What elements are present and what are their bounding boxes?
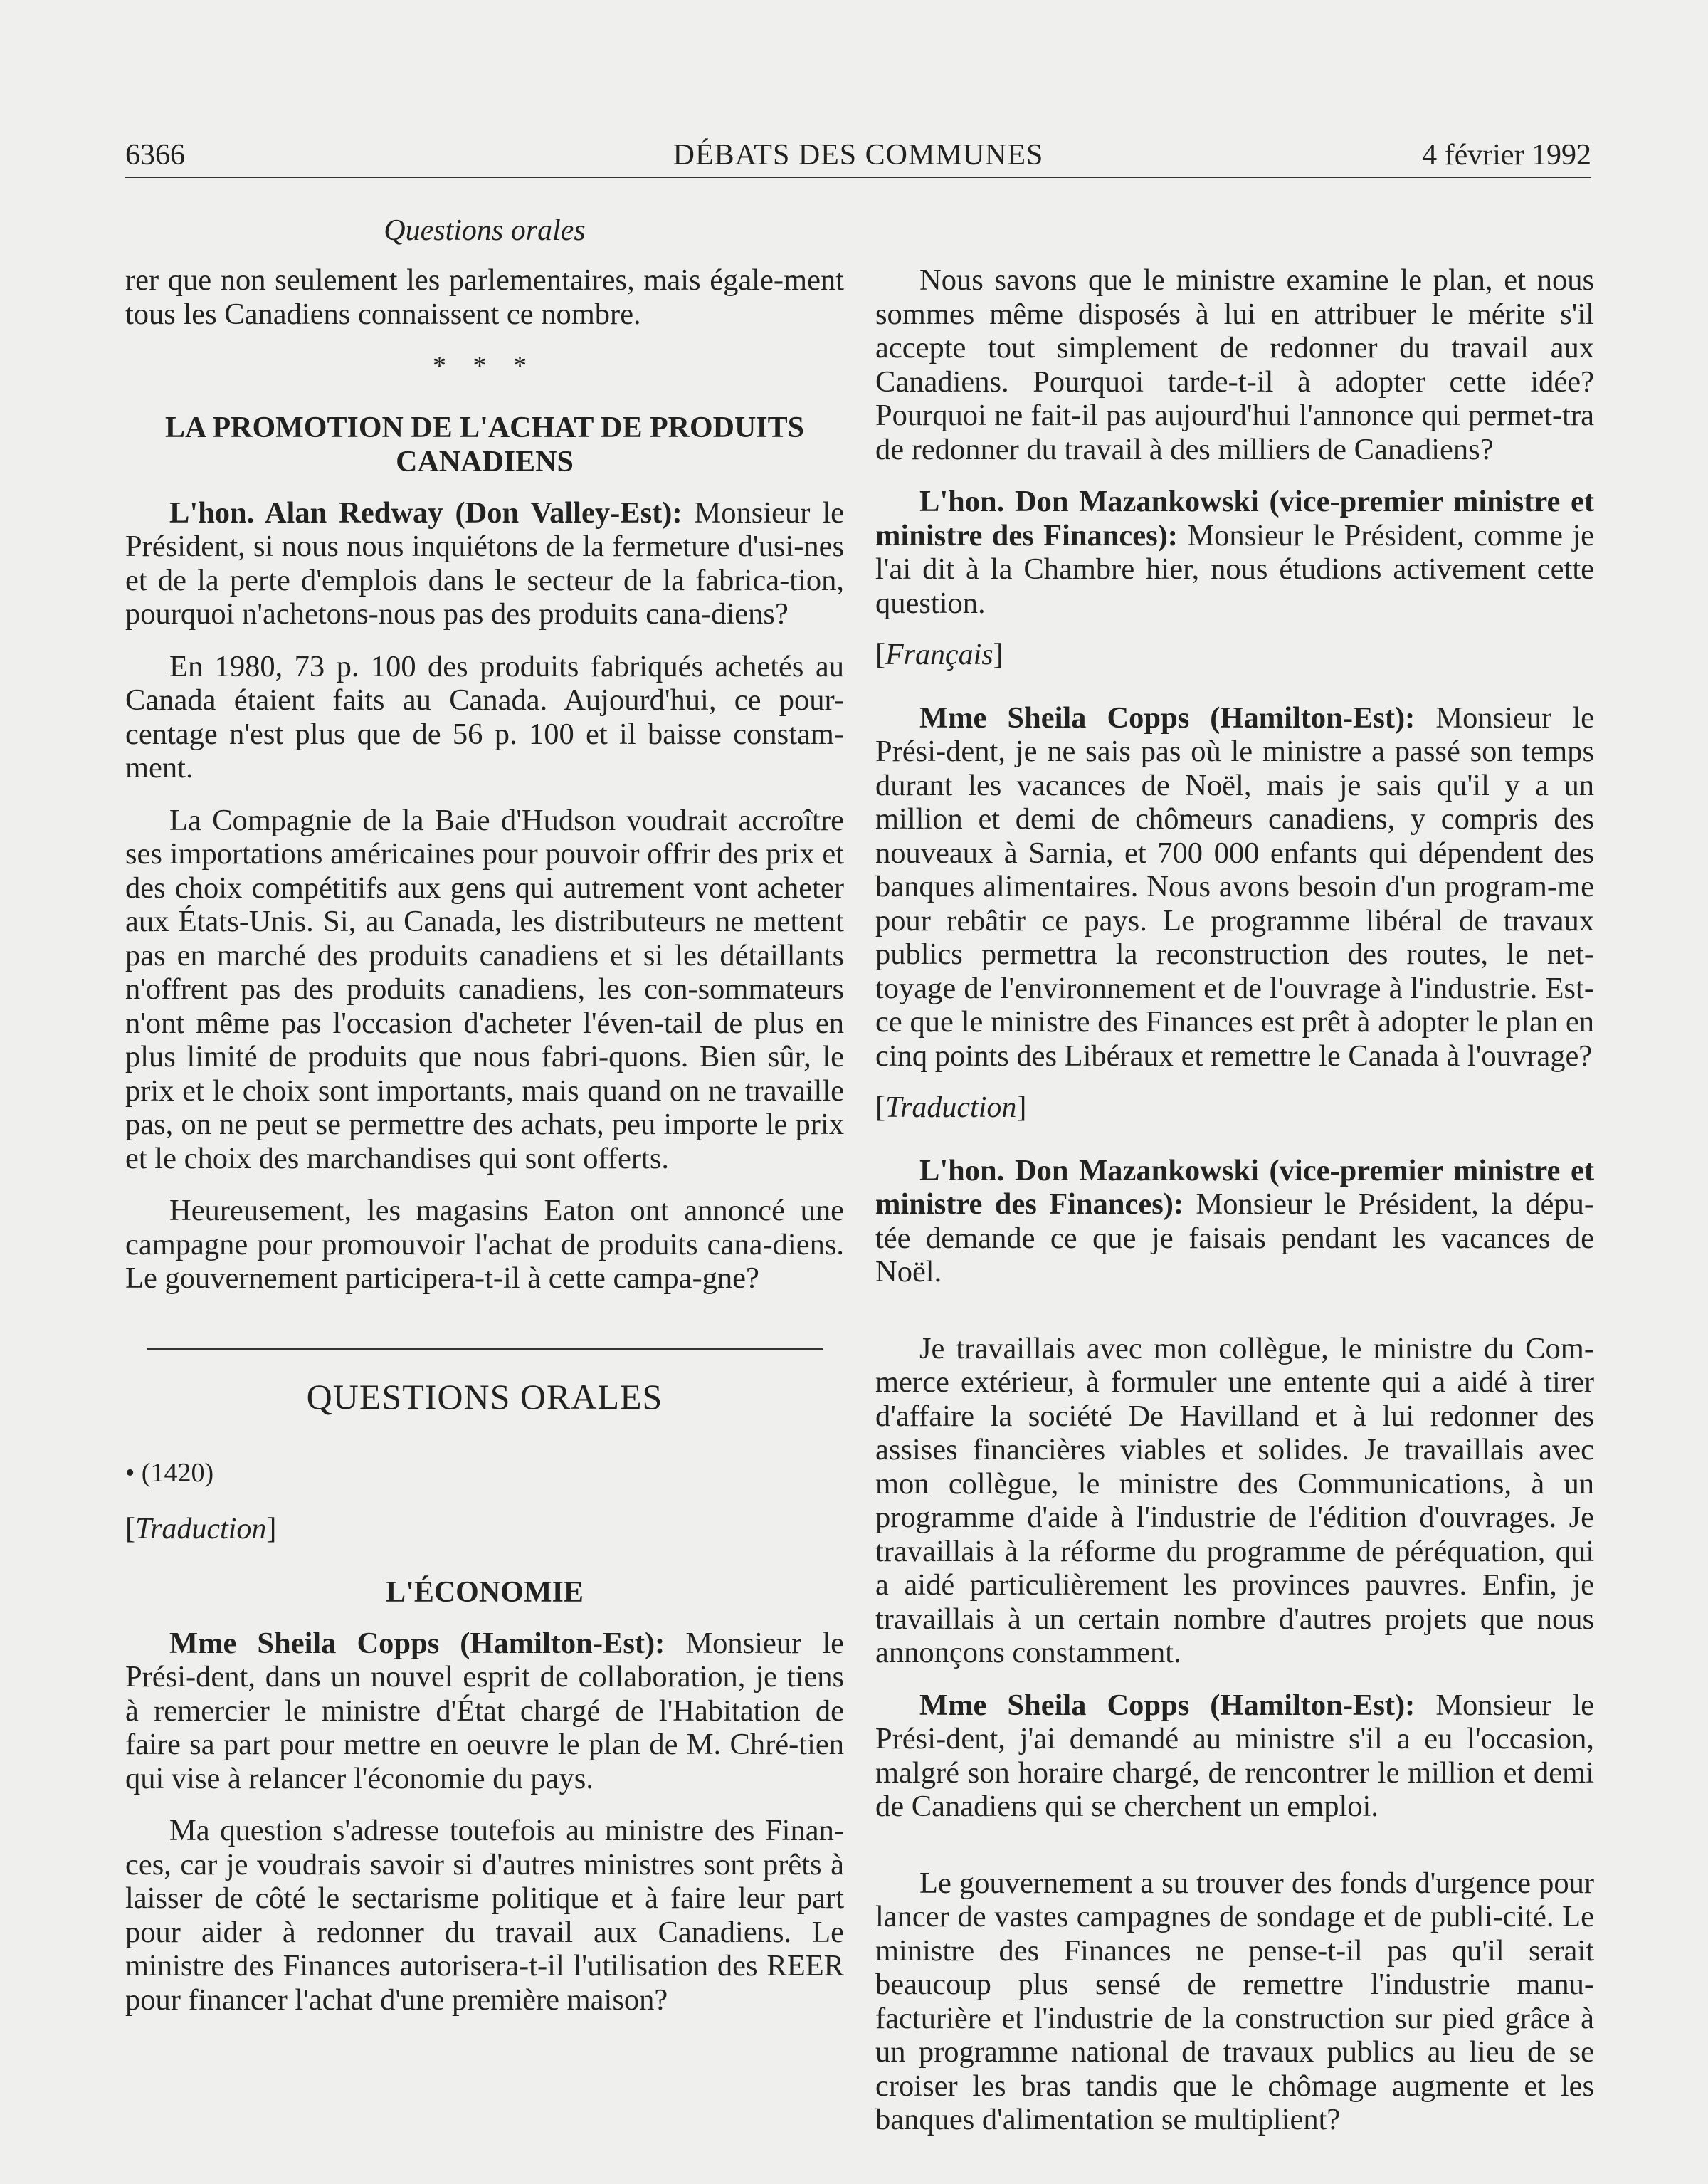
section-divider <box>147 1348 823 1350</box>
paragraph-copps-3 <box>875 1689 1594 1824</box>
paragraph-eaton: Heureusement, les magasins Eaton ont annoncé une campagne pour promouvoir l'achat de produits cana-diens. Le gouvernement participera-t-il à cette campa-gne? <box>125 1194 844 1295</box>
maz1-text: Monsieur le Président, comme je l'ai dit à la Chambre hier, nous étudions activement cette question. <box>875 518 1594 620</box>
translation-tag <box>125 1513 844 1547</box>
tag-open: [ <box>875 639 885 671</box>
spacer <box>875 1308 1594 1332</box>
left-column <box>125 263 844 2035</box>
speaker-redway: L'hon. Alan Redway (Don Valley-Est): <box>169 495 682 530</box>
language-tag-francais <box>875 639 1594 673</box>
translation-tag-2 <box>875 1091 1594 1125</box>
spacer <box>875 1842 1594 1867</box>
paragraph-funds: Le gouvernement a su trouver des fonds d'urgence pour lancer de vastes campagnes de sondage et de publi-cité. Le ministre des Finances ne pense-t-il pas qu'il serait beaucoup plus sensé de remettre l'industrie manu-facturière et l'industrie de la construction sur pied grâce à un programme national de travaux publics au lieu de se croiser les bras tandis que le chômage augmente et les banques d'alimentation se multiplient? <box>875 1866 1594 2136</box>
copps1-text: Monsieur le Prési-dent, dans un nouvel esprit de collaboration, je tiens à remercier le ministre d'État chargé de l'Habitation de faire sa part pour mettre en oeuvre le plan de M. Chré-tien qui vise à relancer l'économie du pays. <box>125 1626 844 1795</box>
speaker-mazankowski: L'hon. Don Mazankowski (vice-premier ministre et ministre des Finances): <box>875 1153 1594 1221</box>
maz2-text: Monsieur le Président, la dépu-tée demande ce que je faisais pendant les vacances de Noël. <box>875 1187 1594 1288</box>
paragraph-work: Je travaillais avec mon collègue, le ministre du Com-merce extérieur, à formuler une entente qui a aidé à tirer d'affaire la société De Havilland et à lui redonner des assises financières viables et solides. Je travaillais avec mon collègue, le ministre des Communications, à un programme d'aide à l'industrie de l'édition d'ouvrages. Je travaillais à la réforme du programme de péréquation, qui a aidé particulièrement les provinces pauvres. Enfin, je travaillais à un certain nombre d'autres projets que nous annonçons constamment. <box>875 1331 1594 1669</box>
paragraph-hudson: La Compagnie de la Baie d'Hudson voudrait accroître ses importations américaines pour pouvoir offrir des prix et des choix compétitifs aux gens qui autrement vont acheter aux États-Unis. Si, au Canada, les distributeurs ne mettent pas en marché des produits canadiens et si les détaillants n'offrent pas des produits canadiens, les con-sommateurs n'ont même pas l'occasion d'acheter l'éven-tail de plus en plus limité de produits que nous fabri-quons. Bien sûr, le prix et le choix sont importants, mais quand on ne travaille pas, on ne peut se permettre des achats, peu importe le prix et le choix des marchandises qui sont offerts. <box>125 803 844 1175</box>
paragraph-1980: En 1980, 73 p. 100 des produits fabriqués achetés au Canada étaient faits au Canada. Aujourd'hui, ce pour-centage n'est plus que de 56 p. 100 et il baisse constam-ment. <box>125 649 844 784</box>
tag-word: Français <box>885 639 993 671</box>
speaker-mazankowski: L'hon. Don Mazankowski (vice-premier ministre et ministre des Finances): <box>875 485 1594 552</box>
redway-text: Monsieur le Président, si nous nous inquiétons de la fermeture d'usi-nes et de la perte d'emplois dans le secteur de la fabrica-tion, pourquoi n'achetons-nous pas des produits cana-diens? <box>125 495 845 631</box>
speaker-copps: Mme Sheila Copps (Hamilton-Est): <box>919 700 1416 735</box>
timestamp: • (1420) <box>125 1457 214 1488</box>
separator-stars: * * * <box>433 351 537 381</box>
paragraph-redway <box>125 496 844 631</box>
right-column <box>875 263 1594 2156</box>
page-header <box>125 137 1591 179</box>
tag-close: ] <box>993 639 1003 671</box>
paragraph-continued: rer que non seulement les parlementaires, mais égale-ment tous les Canadiens connaissent ce nombre. <box>125 263 844 331</box>
paragraph-mazankowski-2 <box>875 1154 1594 1289</box>
publication-title: DÉBATS DES COMMUNES <box>673 139 1044 172</box>
tag-word: Traduction <box>885 1091 1017 1124</box>
speaker-copps: Mme Sheila Copps (Hamilton-Est): <box>919 1688 1416 1722</box>
paragraph-question: Ma question s'adresse toutefois au ministre des Finan-ces, car je voudrais savoir si d'autres ministres sont prêts à laisser de côté le sectarisme politique et à faire leur part pour aider à redonner du travail aux Canadiens. Le ministre des Finances autorisera-t-il l'utilisation des REER pour financer l'achat d'une première maison? <box>125 1814 844 2017</box>
publication-date: 4 février 1992 <box>1422 139 1591 172</box>
speaker-copps: Mme Sheila Copps (Hamilton-Est): <box>169 1626 665 1660</box>
paragraph-plan: Nous savons que le ministre examine le plan, et nous sommes même disposés à lui en attribuer le mérite s'il accepte tout simplement de redonner du travail aux Canadiens. Pourquoi tarde-t-il à adopter cette idée? Pourquoi ne fait-il pas aujourd'hui l'annonce qui permet-tra de redonner du travail à des milliers de Canadiens? <box>875 263 1594 466</box>
section-title-economie: L'ÉCONOMIE <box>386 1575 584 1609</box>
running-subheader: Questions orales <box>384 214 586 247</box>
questions-orales-title: QUESTIONS ORALES <box>306 1376 663 1417</box>
paragraph-mazankowski-1 <box>875 485 1594 620</box>
copps3-text: Monsieur le Prési-dent, j'ai demandé au ministre s'il a eu l'occasion, malgré son horaire chargé, de rencontrer le million et demi de Canadiens qui se cherchent un emploi. <box>875 1688 1594 1823</box>
tag-close: ] <box>1016 1091 1027 1124</box>
header-rule <box>125 177 1591 178</box>
tag-open: [ <box>125 1513 135 1545</box>
copps2-text: Monsieur le Prési-dent, je ne sais pas où le ministre a passé son temps durant les vacances de Noël, mais je sais qu'il y a un million et demi de chômeurs canadiens, y compris des nouveaux à Sarnia, et 700 000 enfants qui dépendent des banques alimentaires. Nous avons besoin d'un program-me pour rebâtir ce pays. Le programme libéral de travaux publics permettra la reconstruction des routes, le net-toyage de l'environnement et de l'ouvrage à l'industrie. Est-ce que le ministre des Finances est prêt à adopter le plan en cinq points des Libéraux et remettre le Canada à l'ouvrage? <box>875 700 1594 1073</box>
tag-open: [ <box>875 1091 885 1124</box>
paragraph-copps-2 <box>875 701 1594 1073</box>
tag-word: Traduction <box>135 1513 267 1545</box>
section-title-promotion: LA PROMOTION DE L'ACHAT DE PRODUITS CANADIENS <box>164 411 805 478</box>
tag-close: ] <box>266 1513 277 1545</box>
page-number: 6366 <box>125 139 185 172</box>
paragraph-copps-1 <box>125 1627 844 1796</box>
